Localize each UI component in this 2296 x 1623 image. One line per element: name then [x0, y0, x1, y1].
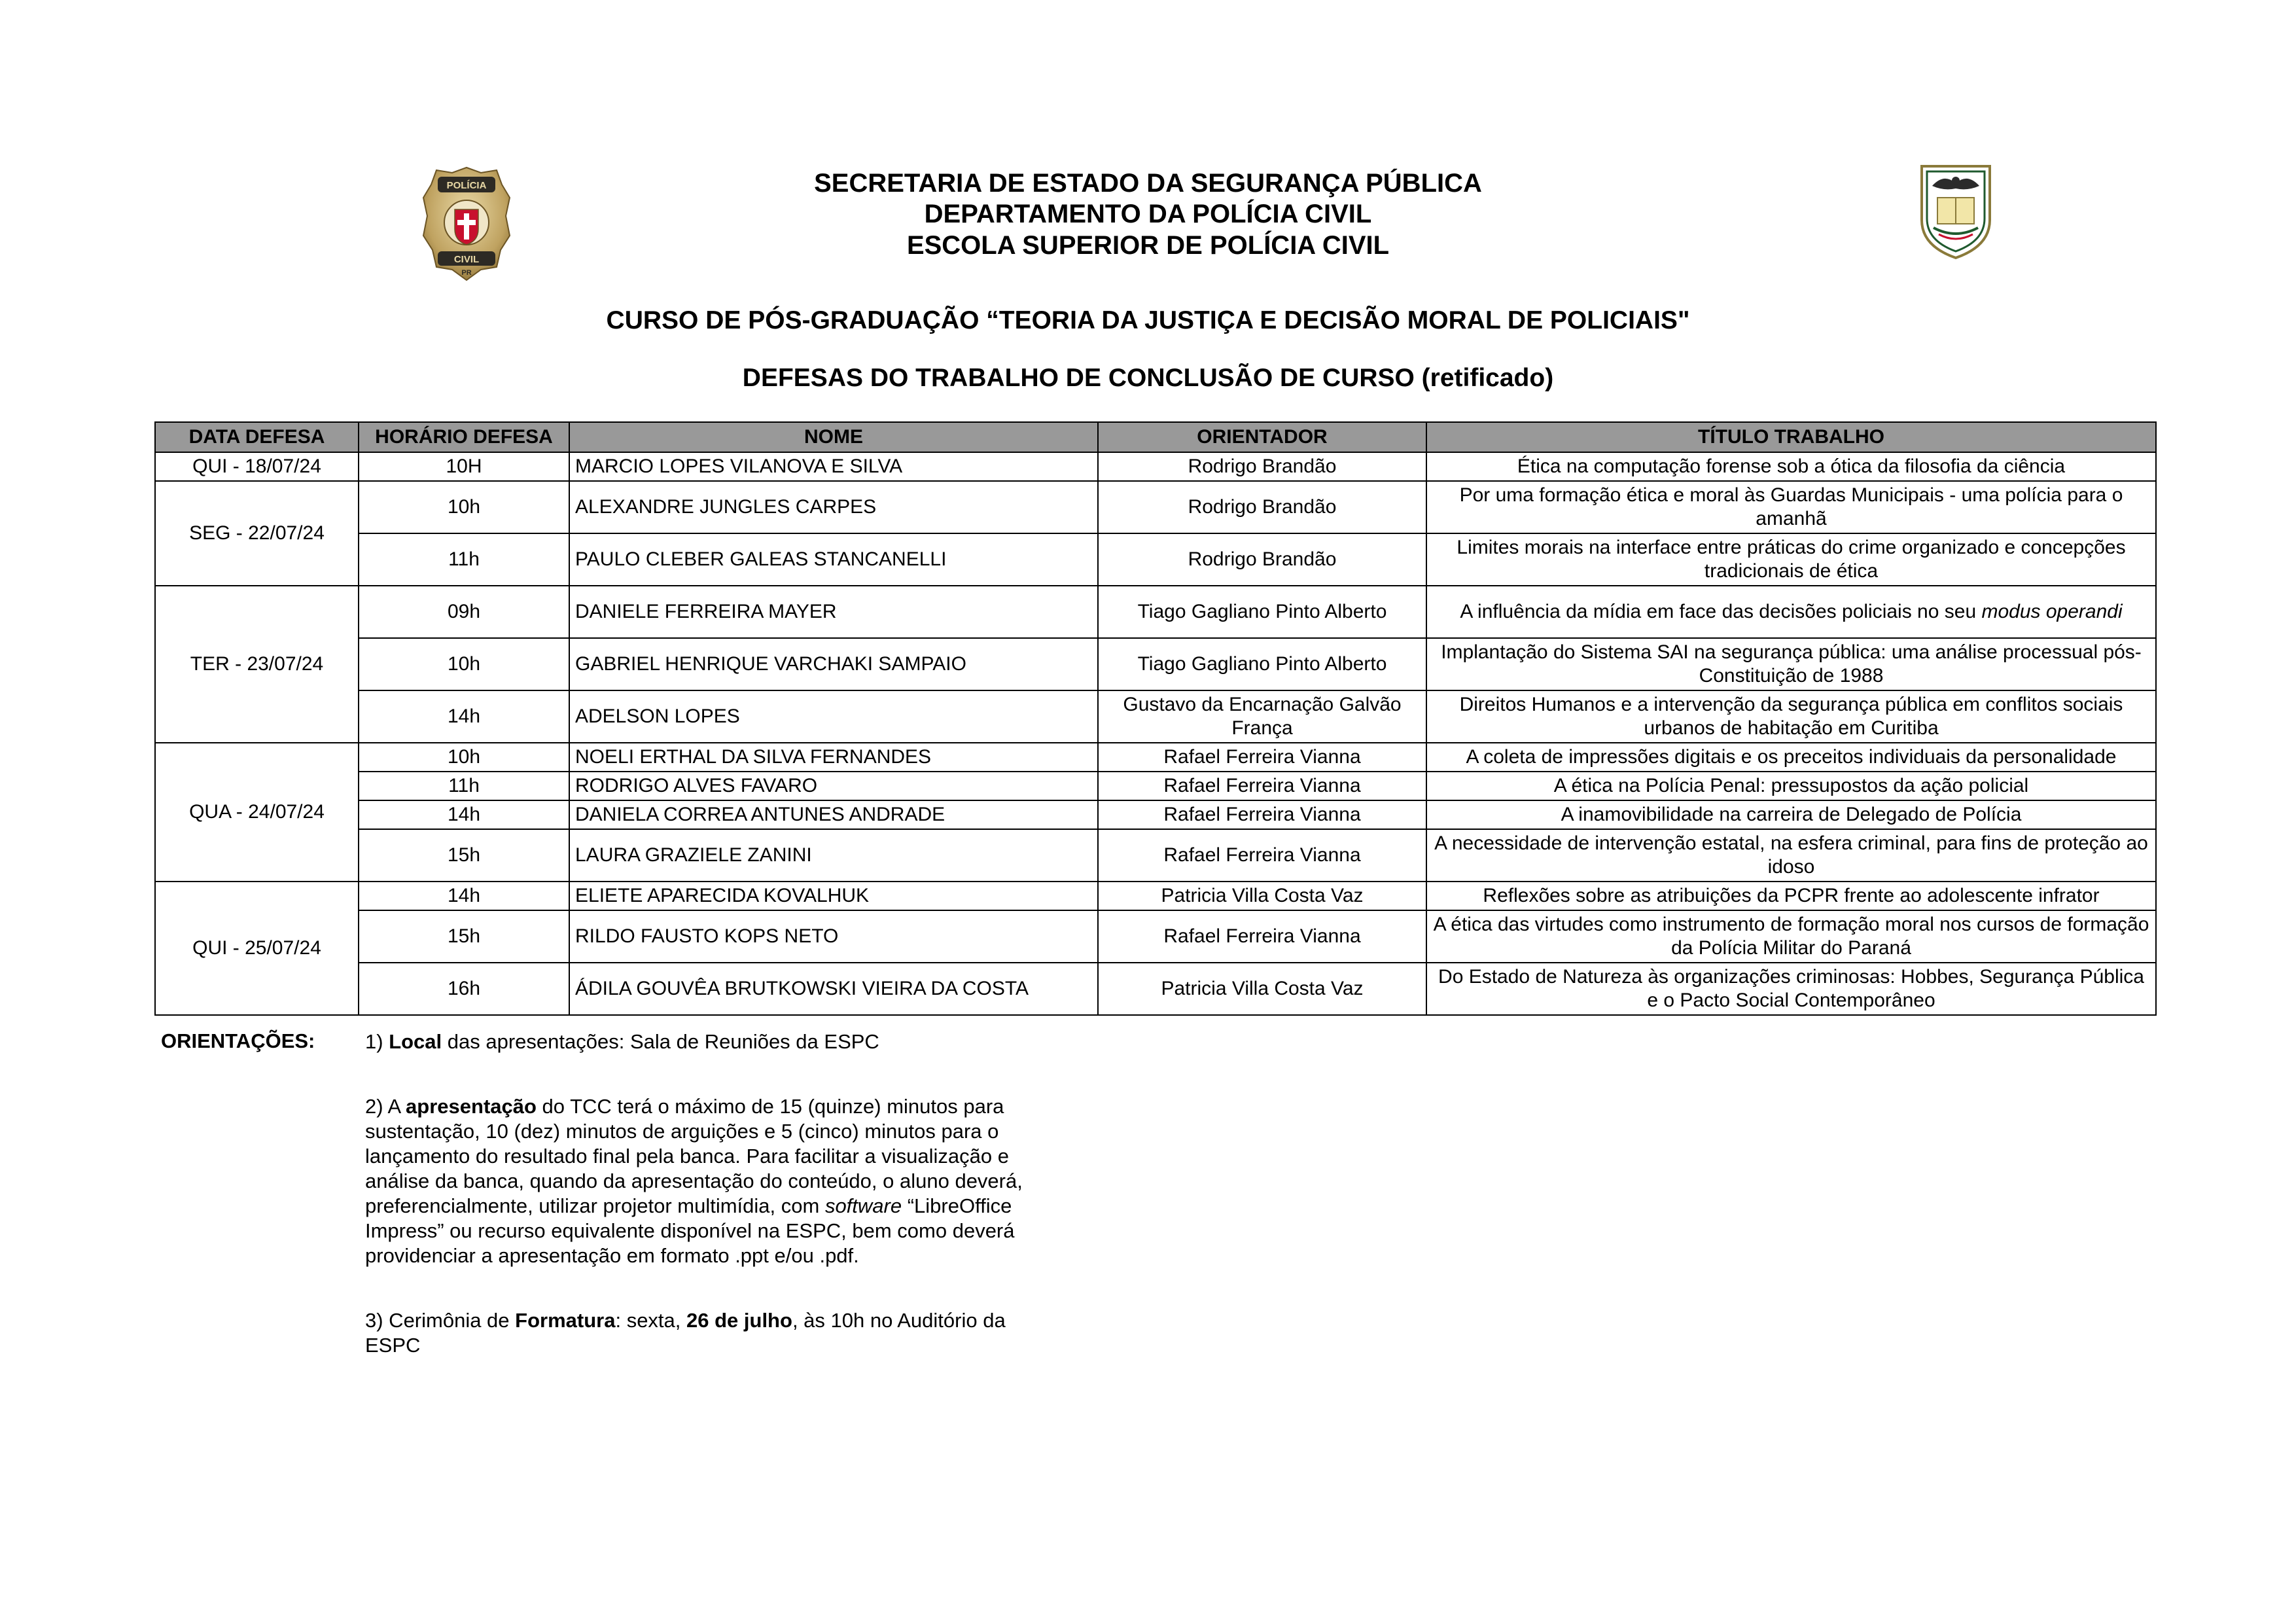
orientador-cell: Rodrigo Brandão: [1098, 533, 1426, 586]
table-row: [155, 882, 2156, 910]
header-nome: NOME: [569, 422, 1098, 452]
table-row: [155, 743, 2156, 772]
nome-cell: ÁDILA GOUVÊA BRUTKOWSKI VIEIRA DA COSTA: [569, 963, 1098, 1015]
table-row: [155, 800, 2156, 829]
table-row: [155, 772, 2156, 800]
date-cell: SEG - 22/07/24: [155, 481, 359, 586]
header-secretaria: SECRETARIA DE ESTADO DA SEGURANÇA PÚBLICA: [814, 169, 1482, 198]
nome-cell: GABRIEL HENRIQUE VARCHAKI SAMPAIO: [569, 638, 1098, 690]
orientador-cell: Rodrigo Brandão: [1098, 481, 1426, 533]
date-cell: TER - 23/07/24: [155, 586, 359, 743]
table-row: [155, 963, 2156, 1015]
orientacao-item-local: 1) Local das apresentações: Sala de Reuniões da ESPC: [365, 1030, 879, 1053]
course-title: CURSO DE PÓS-GRADUAÇÃO “TEORIA DA JUSTIÇA E DECISÃO MORAL DE POLICIAIS": [606, 306, 1690, 334]
titulo-cell: A necessidade de intervenção estatal, na esfera criminal, para fins de proteção ao idoso: [1426, 829, 2156, 882]
titulo-cell: Ética na computação forense sob a ótica da filosofia da ciência: [1426, 452, 2156, 481]
horario-cell: 10h: [359, 743, 569, 772]
nome-cell: RILDO FAUSTO KOPS NETO: [569, 910, 1098, 963]
orientador-cell: Rodrigo Brandão: [1098, 452, 1426, 481]
horario-cell: 10H: [359, 452, 569, 481]
header-titulo-trabalho: TÍTULO TRABALHO: [1426, 422, 2156, 452]
orientacao-item-formatura: 3) Cerimônia de Formatura: sexta, 26 de julho, às 10h no Auditório da ESPC: [365, 1309, 1006, 1357]
badge-top-text: POLÍCIA: [446, 180, 487, 191]
orientador-cell: Patricia Villa Costa Vaz: [1098, 882, 1426, 910]
titulo-cell: Por uma formação ética e moral às Guardas Municipais - uma polícia para o amanhã: [1426, 481, 2156, 533]
header-departamento: DEPARTAMENTO DA POLÍCIA CIVIL: [924, 200, 1372, 228]
nome-cell: ADELSON LOPES: [569, 690, 1098, 743]
orientador-cell: Rafael Ferreira Vianna: [1098, 772, 1426, 800]
table-row: [155, 452, 2156, 481]
document-subtitle: DEFESAS DO TRABALHO DE CONCLUSÃO DE CURSO (retificado): [742, 364, 1554, 392]
orientacoes-label: ORIENTAÇÕES:: [161, 1029, 315, 1052]
horario-cell: 10h: [359, 638, 569, 690]
nome-cell: NOELI ERTHAL DA SILVA FERNANDES: [569, 743, 1098, 772]
horario-cell: 16h: [359, 963, 569, 1015]
table-row: [155, 829, 2156, 882]
orientacao-item-apresentacao: 2) A apresentação do TCC terá o máximo de 15 (quinze) minutos para sustentação, 10 (dez) minutos de arguições e 5 (cinco) minutos para o lançamento do resultado final pela banca. Para facilitar a visualização e análise da banca, quando da apresentação do conteúdo, o aluno deverá, preferencialmente, utilizar projetor multimídia, com software “LibreOffice Impress” ou recurso equivalente disponível na ESPC, bem como deverá providenciar a apresentação em formato .ppt e/ou .pdf.: [365, 1095, 1023, 1267]
nome-cell: DANIELA CORREA ANTUNES ANDRADE: [569, 800, 1098, 829]
horario-cell: 14h: [359, 690, 569, 743]
header-horario-defesa: HORÁRIO DEFESA: [359, 422, 569, 452]
titulo-cell: A ética das virtudes como instrumento de formação moral nos cursos de formação da Polícia Militar do Paraná: [1426, 910, 2156, 963]
horario-cell: 11h: [359, 772, 569, 800]
table-row: [155, 586, 2156, 638]
titulo-italic-text: modus operandi: [1981, 601, 2123, 622]
date-cell: QUA - 24/07/24: [155, 743, 359, 882]
header-data-defesa: DATA DEFESA: [155, 422, 359, 452]
table-row: [155, 690, 2156, 743]
date-cell: QUI - 18/07/24: [155, 452, 359, 481]
titulo-cell: Direitos Humanos e a intervenção da segurança pública em conflitos sociais urbanos de habitação em Curitiba: [1426, 690, 2156, 743]
badge-small-text: PR: [461, 269, 472, 277]
orientador-cell: Gustavo da Encarnação Galvão França: [1098, 690, 1426, 743]
titulo-cell: Reflexões sobre as atribuições da PCPR frente ao adolescente infrator: [1426, 882, 2156, 910]
horario-cell: 10h: [359, 481, 569, 533]
titulo-cell: A coleta de impressões digitais e os preceitos individuais da personalidade: [1426, 743, 2156, 772]
header-orientador: ORIENTADOR: [1098, 422, 1426, 452]
orientador-cell: Rafael Ferreira Vianna: [1098, 829, 1426, 882]
orientador-cell: Rafael Ferreira Vianna: [1098, 743, 1426, 772]
horario-cell: 11h: [359, 533, 569, 586]
nome-cell: DANIELE FERREIRA MAYER: [569, 586, 1098, 638]
nome-cell: ELIETE APARECIDA KOVALHUK: [569, 882, 1098, 910]
table-header-row: [155, 422, 2156, 452]
nome-cell: ALEXANDRE JUNGLES CARPES: [569, 481, 1098, 533]
nome-cell: LAURA GRAZIELE ZANINI: [569, 829, 1098, 882]
horario-cell: 15h: [359, 829, 569, 882]
table-row: [155, 910, 2156, 963]
orientador-cell: Rafael Ferreira Vianna: [1098, 800, 1426, 829]
table-row: [155, 638, 2156, 690]
horario-cell: 09h: [359, 586, 569, 638]
titulo-cell: A inamovibilidade na carreira de Delegado de Polícia: [1426, 800, 2156, 829]
table-row: [155, 533, 2156, 586]
defesas-table: [154, 421, 2157, 1016]
horario-cell: 14h: [359, 882, 569, 910]
orientador-cell: Tiago Gagliano Pinto Alberto: [1098, 638, 1426, 690]
titulo-text: A influência da mídia em face das decisões policiais no seu: [1460, 601, 1977, 622]
titulo-cell: Implantação do Sistema SAI na segurança pública: uma análise processual pós-Constituição de 1988: [1426, 638, 2156, 690]
date-cell: QUI - 25/07/24: [155, 882, 359, 1015]
table-row: [155, 481, 2156, 533]
titulo-cell: [1426, 586, 2156, 638]
nome-cell: PAULO CLEBER GALEAS STANCANELLI: [569, 533, 1098, 586]
orientador-cell: Patricia Villa Costa Vaz: [1098, 963, 1426, 1015]
nome-cell: MARCIO LOPES VILANOVA E SILVA: [569, 452, 1098, 481]
orientador-cell: Rafael Ferreira Vianna: [1098, 910, 1426, 963]
orientador-cell: Tiago Gagliano Pinto Alberto: [1098, 586, 1426, 638]
titulo-cell: Do Estado de Natureza às organizações criminosas: Hobbes, Segurança Pública e o Pacto Social Contemporâneo: [1426, 963, 2156, 1015]
nome-cell: RODRIGO ALVES FAVARO: [569, 772, 1098, 800]
titulo-cell: A ética na Polícia Penal: pressupostos da ação policial: [1426, 772, 2156, 800]
badge-bottom-text: CIVIL: [453, 254, 480, 265]
titulo-cell: Limites morais na interface entre práticas do crime organizado e concepções tradicionais de ética: [1426, 533, 2156, 586]
horario-cell: 15h: [359, 910, 569, 963]
horario-cell: 14h: [359, 800, 569, 829]
header-escola: ESCOLA SUPERIOR DE POLÍCIA CIVIL: [906, 231, 1390, 260]
